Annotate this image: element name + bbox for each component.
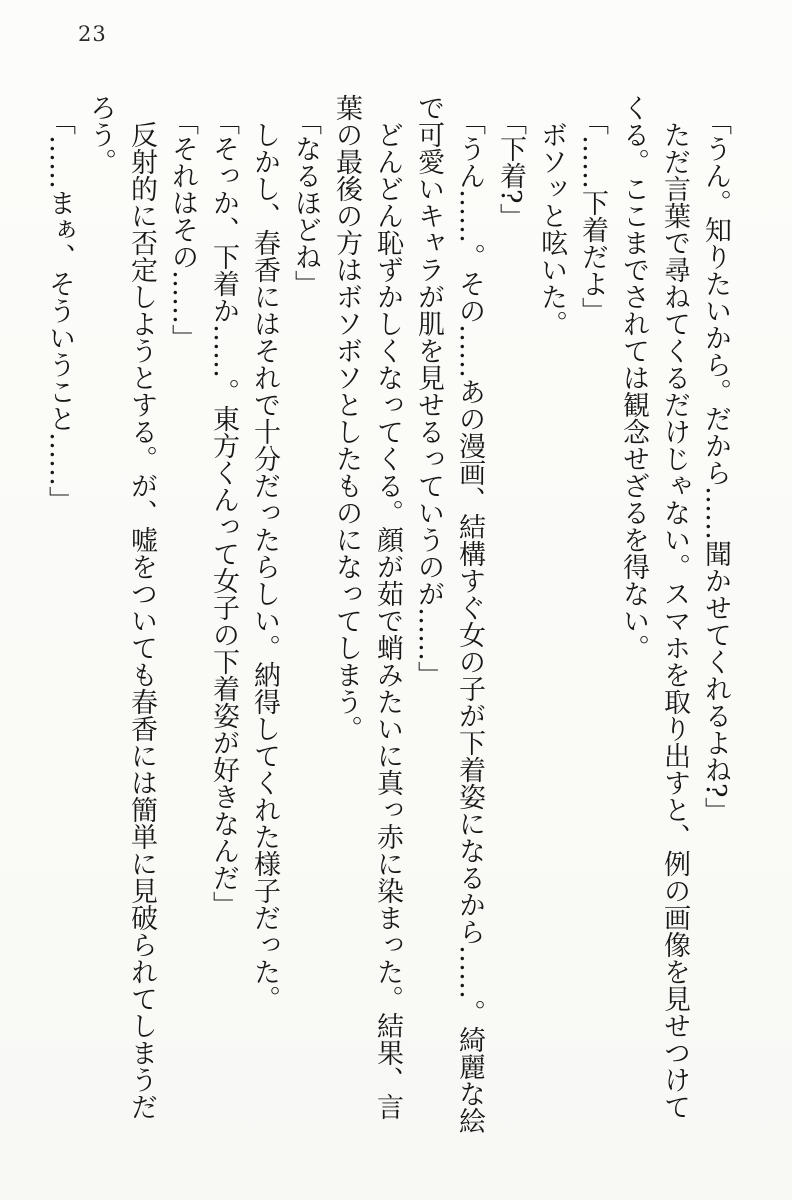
text-line: で可愛いキャラが肌を見せるっていうのが……」	[413, 94, 444, 688]
text-line: 「なるほどね」	[290, 108, 321, 297]
text-line: 反射的に否定しようとする。が、嘘をついても春香には簡単に見破られてしまうだ	[126, 121, 157, 1120]
text-line: 葉の最後の方はボソボソとしたものになってしまう。	[331, 94, 362, 742]
text-line: 「……下着だよ」	[577, 108, 608, 324]
page-number: 23	[78, 22, 107, 46]
text-line: ろう。	[85, 94, 116, 175]
text-line: どんどん恥ずかしくなってくる。顔が茹で蛸みたいに真っ赤に染まった。結果、言	[372, 121, 403, 1120]
text-line: 「うん……。その……あの漫画、結構すぐ女の子が下着姿になるから……。綺麗な絵	[454, 108, 485, 1134]
vertical-text-block	[39, 94, 736, 1142]
text-line: 「下着?」	[495, 108, 526, 231]
text-line: 「それはその……」	[167, 108, 198, 351]
text-line: ボソッと呟いた。	[536, 121, 567, 337]
text-line: 「そっか、下着か……。東方くんって女子の下着姿が好きなんだ」	[208, 108, 239, 918]
text-line: 「……まぁ、そういうこと……」	[44, 108, 75, 513]
text-line: しかし、春香にはそれで十分だったらしい。納得してくれた様子だった。	[249, 121, 280, 1012]
text-line: 「うん。知りたいから。だから……聞かせてくれるよね?」	[700, 108, 731, 825]
text-line: ただ言葉で尋ねてくるだけじゃない。スマホを取り出すと、例の画像を見せつけて	[659, 121, 690, 1120]
text-line: くる。ここまでされては観念せざるを得ない。	[618, 94, 649, 661]
